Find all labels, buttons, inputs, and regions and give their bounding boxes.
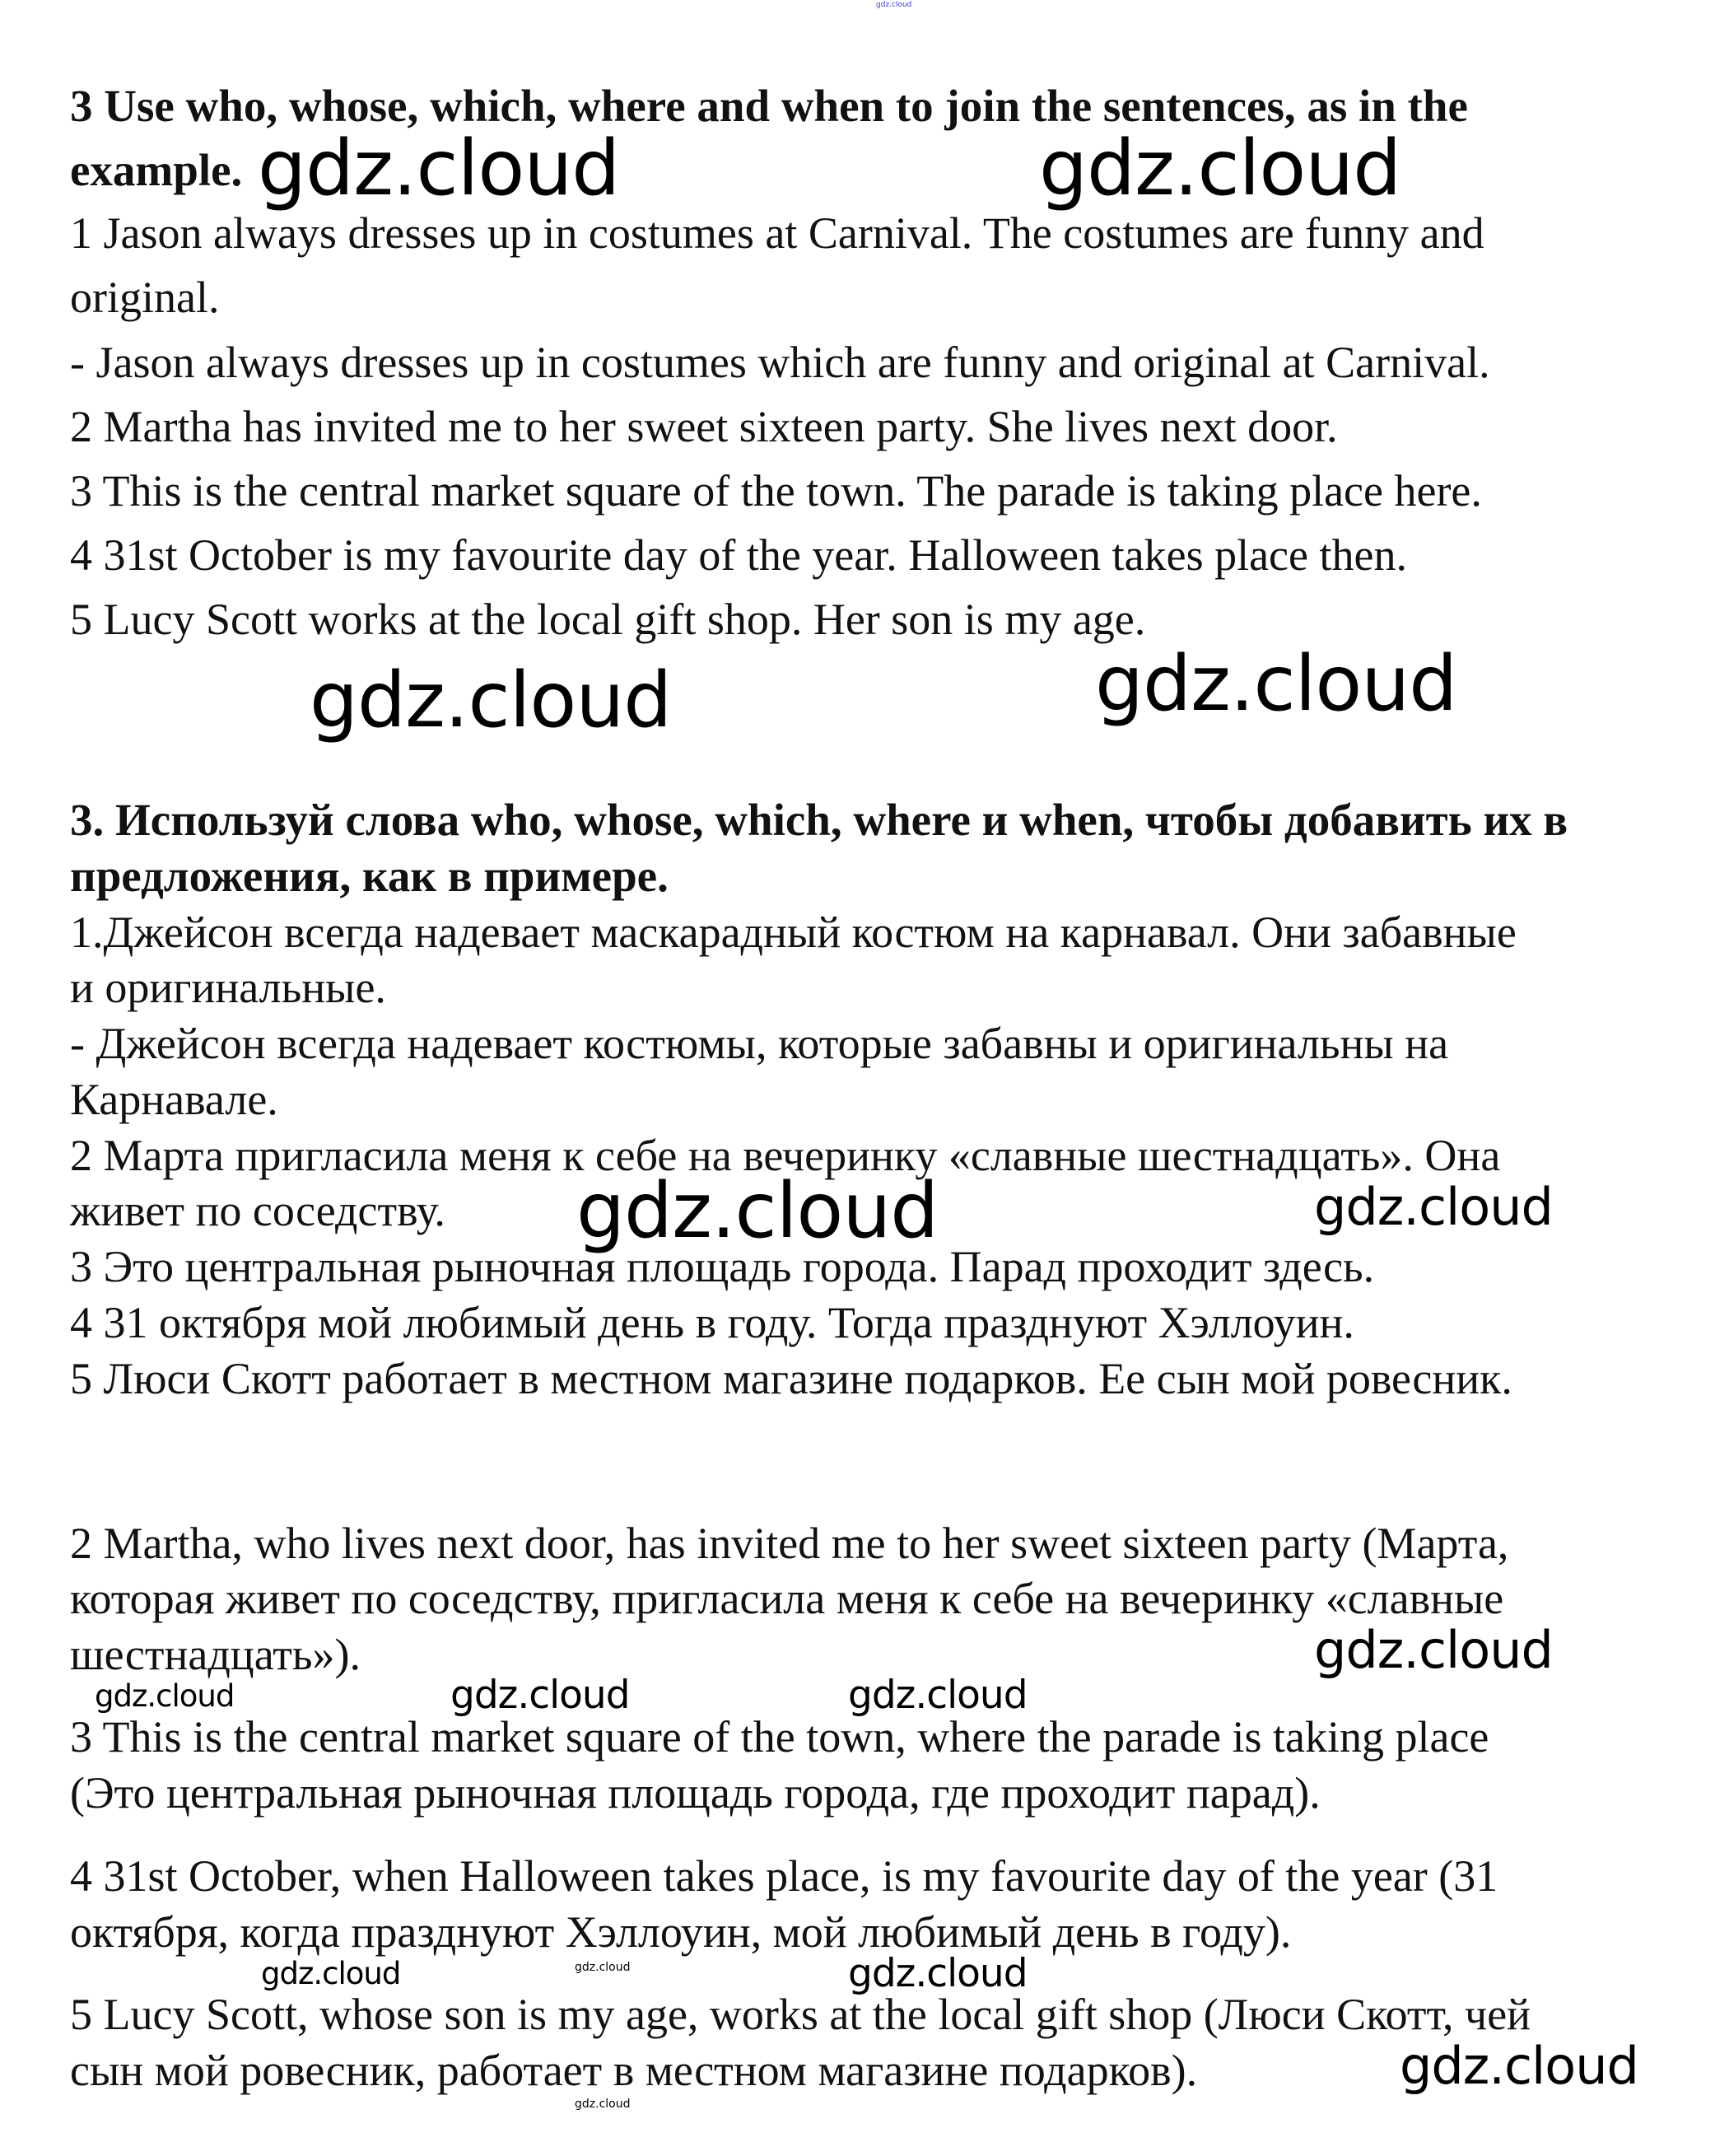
watermark: gdz.cloud [1039, 124, 1401, 212]
translation-heading: 3. Используй слова who, whose, which, where и when, чтобы добавить их в [70, 795, 1568, 845]
exercise-line: 2 Martha has invited me to her sweet sixteen party. She lives next door. [70, 402, 1338, 451]
exercise-line: 4 31st October is my favourite day of the year. Halloween takes place then. [70, 530, 1407, 580]
watermark: gdz.cloud [1095, 639, 1457, 728]
translation-line: 4 31 октября мой любимый день в году. Тогда празднуют Хэллоуин. [70, 1298, 1354, 1347]
exercise-heading-cont: example. [70, 145, 243, 195]
watermark: gdz.cloud [1314, 1620, 1553, 1680]
watermark: gdz.cloud [1314, 1177, 1553, 1237]
exercise-example: - Jason always dresses up in costumes which are funny and original at Carnival. [70, 338, 1490, 387]
watermark-top: gdz.cloud [876, 1, 912, 9]
answer-line: 3 This is the central market square of the town, where the parade is taking place [70, 1712, 1489, 1762]
watermark: gdz.cloud [1400, 2036, 1638, 2096]
translation-line: - Джейсон всегда надевает костюмы, которые забавны и оригинальны на [70, 1019, 1449, 1068]
exercise-line: 3 This is the central market square of the town. The parade is taking place here. [70, 466, 1482, 516]
answer-line: 5 Lucy Scott, whose son is my age, works at the local gift shop (Люси Скотт, чей [70, 1990, 1531, 2039]
exercise-heading: 3 Use who, whose, which, where and when to join the sentences, as in the [70, 81, 1468, 131]
watermark: gdz.cloud [258, 124, 620, 212]
answer-line: 4 31st October, when Halloween takes place, is my favourite day of the year (31 [70, 1851, 1498, 1901]
answer-line: которая живет по соседству, пригласила меня к себе на вечеринку «славные [70, 1574, 1504, 1623]
translation-line: 3 Это центральная рыночная площадь города. Парад проходит здесь. [70, 1242, 1375, 1291]
answer-line: (Это центральная рыночная площадь города, где проходит парад). [70, 1768, 1321, 1818]
translation-heading-cont: предложения, как в примере. [70, 851, 669, 901]
watermark: gdz.cloud [261, 1956, 401, 1991]
answer-line: сын мой ровесник, работает в местном магазине подарков). [70, 2046, 1198, 2095]
watermark: gdz.cloud [575, 2098, 631, 2111]
exercise-line: 1 Jason always dresses up in costumes at Carnival. The costumes are funny and [70, 208, 1484, 258]
watermark: gdz.cloud [576, 1166, 939, 1255]
translation-line: 2 Марта пригласила меня к себе на вечеринку «славные шестнадцать». Она [70, 1131, 1501, 1180]
answer-line: 2 Martha, who lives next door, has invited me to her sweet sixteen party (Марта, [70, 1519, 1509, 1568]
answer-line: октября, когда празднуют Хэллоуин, мой любимый день в году). [70, 1907, 1292, 1957]
translation-line: и оригинальные. [70, 963, 386, 1012]
watermark: gdz.cloud [848, 1673, 1028, 1718]
watermark: gdz.cloud [310, 656, 672, 744]
watermark: gdz.cloud [95, 1678, 235, 1714]
answer-line: шестнадцать»). [70, 1630, 361, 1679]
exercise-line: original. [70, 273, 220, 322]
translation-line: живет по соседству. [70, 1186, 445, 1235]
translation-line: 5 Люси Скотт работает в местном магазине подарков. Ее сын мой ровесник. [70, 1354, 1512, 1403]
translation-line: 1.Джейсон всегда надевает маскарадный костюм на карнавал. Они забавные [70, 908, 1517, 957]
watermark: gdz.cloud [450, 1673, 630, 1718]
watermark: gdz.cloud [575, 1961, 631, 1974]
watermark: gdz.cloud [848, 1951, 1028, 1996]
exercise-line: 5 Lucy Scott works at the local gift shop. Her son is my age. [70, 595, 1146, 644]
translation-line: Карнавале. [70, 1075, 278, 1124]
